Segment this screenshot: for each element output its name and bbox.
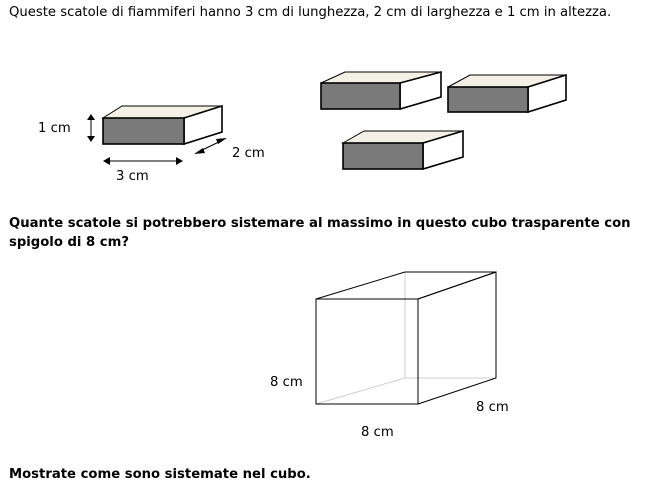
width-arrow xyxy=(194,138,227,154)
question-text: Quante scatole si potrebbero sistemare al massimo in questo cubo trasparente con spigolo di 8 cm? xyxy=(9,216,631,250)
cube-depth-label: 8 cm xyxy=(476,400,509,415)
matchbox-dimensioned xyxy=(103,106,222,144)
intro-text: Queste scatole di fiammiferi hanno 3 cm di lunghezza, 2 cm di larghezza e 1 cm in altezza. xyxy=(9,5,612,20)
matchbox xyxy=(448,75,566,112)
footer-instruction: Mostrate come sono sistemate nel cubo. xyxy=(9,467,311,482)
height-arrow xyxy=(87,114,95,142)
matchbox xyxy=(343,131,463,169)
cube-width-label: 8 cm xyxy=(361,425,394,440)
box-length-label: 3 cm xyxy=(116,169,149,184)
transparent-cube xyxy=(316,272,496,404)
cube-height-label: 8 cm xyxy=(270,375,303,390)
box-height-label: 1 cm xyxy=(38,121,71,136)
length-arrow xyxy=(103,157,183,165)
matchbox xyxy=(321,72,441,109)
box-width-label: 2 cm xyxy=(232,146,265,161)
